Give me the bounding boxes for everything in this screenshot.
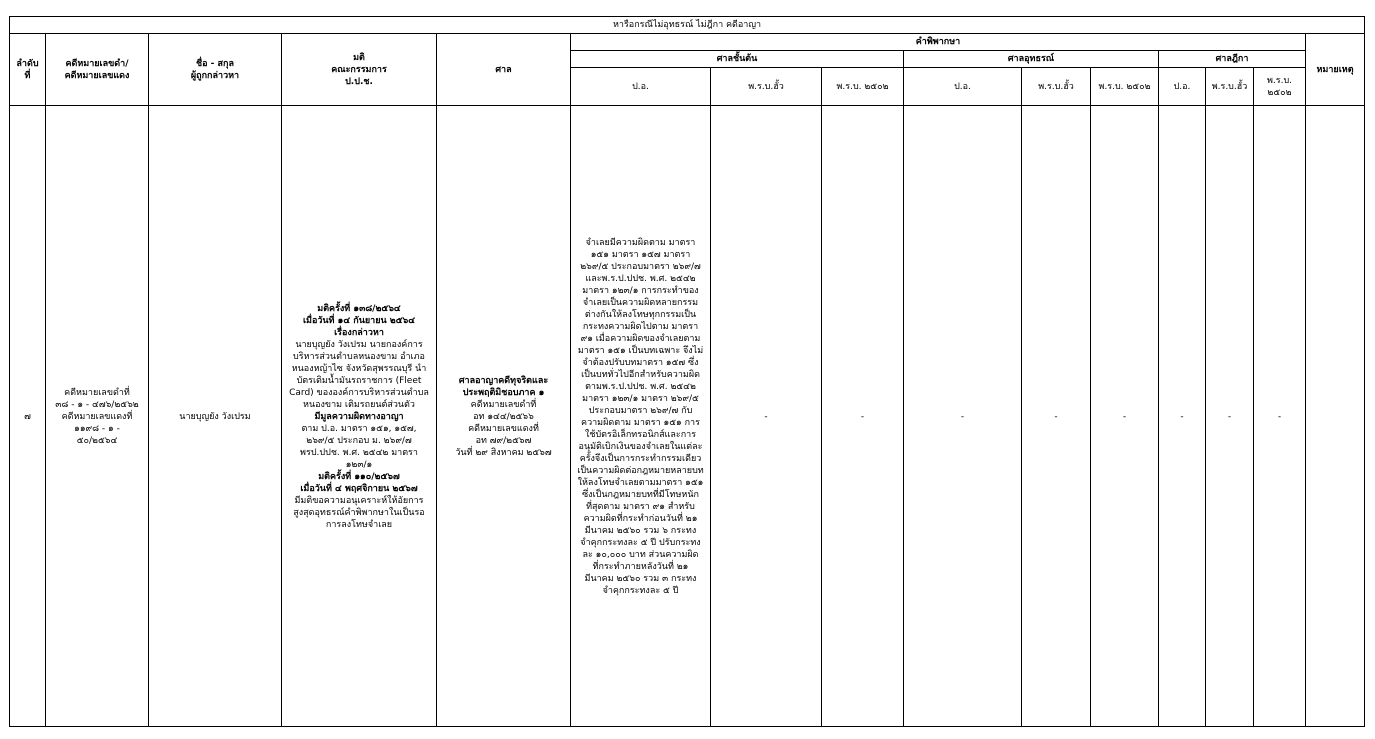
text-line: อท ๗๙/๒๕๖๗ xyxy=(475,436,532,446)
cell-supreme-rb2502: - xyxy=(1254,106,1306,727)
cell-court xyxy=(437,106,571,727)
text-line: ครั้งจึงเป็นการกระทำกรรมเดียว xyxy=(579,454,702,464)
header-remark: หมายเหตุ xyxy=(1306,34,1365,106)
text-line: เป็นบททั่วไปอีกสำหรับความผิด xyxy=(581,370,700,380)
cell-resolution xyxy=(282,106,437,727)
text-line: มีนาคม ๒๕๖๐ รวม ๓ กระทง xyxy=(584,574,697,584)
header-supreme-court: ศาลฎีกา xyxy=(1159,51,1306,68)
header-appeal-rb: พ.ร.บ.ฮั้ว xyxy=(1022,68,1091,106)
header-appeal-court: ศาลอุทธรณ์ xyxy=(904,51,1159,68)
case-table xyxy=(9,16,1365,727)
cell-first-rb2502: - xyxy=(822,106,904,727)
cell-case-no: คดีหมายเลขดำที่ ๓๘ - ๑ - ๔๗๖/๒๕๖๒ คดีหมายเลขแดงที่ ๑๑๙๘ - ๑ - ๕๐/๒๕๖๔ xyxy=(46,106,149,727)
text-line: เมื่อวันที่ ๑๔ กันยายน ๒๕๖๔ xyxy=(302,316,416,326)
text-line: การลงโทษจำเลย xyxy=(325,520,393,530)
text-line: ความผิดตาม มาตรา ๑๕๑ การ xyxy=(581,418,700,428)
text-line: จำคุกกระทงละ ๕ ปี xyxy=(602,586,679,596)
header-supreme-rb2502: พ.ร.บ. ๒๕๐๒ xyxy=(1254,68,1306,106)
text-line: กระทงความผิดไปตาม มาตรา xyxy=(582,322,699,332)
text-line: เป็นความผิดต่อกฎหมายหลายบท xyxy=(577,466,704,476)
text-line: บริหารส่วนตำบลหนองขาม อำเภอ xyxy=(293,352,425,362)
cell-name: นายบุญยัง วังเปรม xyxy=(149,106,282,727)
text-line: จำต้องปรับบทมาตรา ๑๕๗ ซึ่ง xyxy=(582,358,699,368)
header-judgment: คำพิพากษา xyxy=(571,34,1306,51)
header-appeal-rb2502: พ.ร.บ. ๒๕๐๒ xyxy=(1091,68,1159,106)
text-line: ตาม ป.อ. มาตรา ๑๕๑, ๑๕๗, xyxy=(301,424,417,434)
text-line: คดีหมายเลขดำที่ xyxy=(470,400,537,410)
header-case-no: คดีหมายเลขดำ/ คดีหมายเลขแดง xyxy=(46,34,149,106)
text-line: ประกอบมาตรา ๒๖๙/๗ กับ xyxy=(588,406,693,416)
text-line: ความผิดที่กระทำก่อนวันที่ ๒๑ xyxy=(583,514,698,524)
text-line: วันที่ ๒๙ สิงหาคม ๒๕๖๗ xyxy=(455,448,552,458)
text-line: มติครั้งที่ ๑๓๘/๒๕๖๔ xyxy=(317,304,401,314)
text-line: มาตรา ๑๒๓/๑ การกระทำของ xyxy=(582,286,699,296)
text-line: ๒๖๙/๕ ประกอบมาตรา ๒๖๙/๗ xyxy=(580,262,701,272)
cell-remark xyxy=(1306,106,1365,727)
text-line: ที่กระทำภายหลังวันที่ ๒๑ xyxy=(592,562,689,572)
cell-first-rb: - xyxy=(711,106,822,727)
text-line: มีนาคม ๒๕๖๐ รวม ๖ กระทง xyxy=(584,526,697,536)
header-appeal-po: ป.อ. xyxy=(904,68,1022,106)
text-line: ตามพ.ร.ป.ปปช. พ.ศ. ๒๕๔๒ xyxy=(585,382,696,392)
text-line: มีมติขอความอนุเคราะห์ให้อัยการ xyxy=(294,496,424,506)
text-line: สูงสุดอุทธรณ์คำพิพากษาในเป็นรอ xyxy=(293,508,425,518)
text-line: ประพฤติมิชอบภาค ๑ xyxy=(462,388,545,398)
text-line: และพ.ร.ป.ปปช. พ.ศ. ๒๕๔๒ xyxy=(585,274,696,284)
header-first-court: ศาลชั้นต้น xyxy=(571,51,904,68)
text-line: ๑๕๑ มาตรา ๑๕๗ มาตรา xyxy=(590,250,691,260)
text-line: ที่สุดตาม มาตรา ๙๑ สำหรับ xyxy=(586,502,695,512)
text-line: นายบุญยัง วังเปรม นายกองค์การ xyxy=(295,340,423,350)
text-line: เรื่องกล่าวหา xyxy=(334,328,384,338)
text-line: ๑๒๓/๑ xyxy=(345,460,373,470)
cell-supreme-rb: - xyxy=(1206,106,1254,727)
header-supreme-rb: พ.ร.บ.ฮั้ว xyxy=(1206,68,1254,106)
table-title: หารือกรณีไม่อุทธรณ์ ไม่ฎีกา คดีอาญา xyxy=(10,17,1365,34)
text-line: จำเลยมีความผิดตาม มาตรา xyxy=(585,238,696,248)
text-line: ให้ลงโทษจำเลยตามมาตรา ๑๕๑ xyxy=(577,478,704,488)
header-first-rb: พ.ร.บ.ฮั้ว xyxy=(711,68,822,106)
cell-supreme-po: - xyxy=(1159,106,1206,727)
cell-appeal-rb2502: - xyxy=(1091,106,1159,727)
text-line: อท ๑๔๔/๒๕๖๖ xyxy=(473,412,534,422)
cell-appeal-rb: - xyxy=(1022,106,1091,727)
text-line: ศาลอาญาคดีทุจริตและ xyxy=(458,376,549,386)
text-line: มีมูลความผิดทางอาญา xyxy=(314,412,404,422)
header-supreme-po: ป.อ. xyxy=(1159,68,1206,106)
text-line: จำคุกกระทงละ ๕ ปี ปรับกระทง xyxy=(580,538,701,548)
text-line: มติครั้งที่ ๑๑๐/๒๕๖๗ xyxy=(318,472,400,482)
text-line: หนองขาม เติมรถยนต์ส่วนตัว xyxy=(303,400,415,410)
text-line: เมื่อวันที่ ๔ พฤศจิกายน ๒๕๖๗ xyxy=(300,484,418,494)
text-line: Card) ขององค์การบริหารส่วนตำบล xyxy=(289,388,429,398)
text-line: อนุมัติเบิกเงินของจำเลยในแต่ละ xyxy=(578,442,703,452)
text-line: ๙๑ เมื่อความผิดของจำเลยตาม xyxy=(580,334,701,344)
header-name: ชื่อ - สกุล ผู้ถูกกล่าวหา xyxy=(149,34,282,106)
text-line: คดีหมายเลขแดงที่ xyxy=(468,424,539,434)
text-line: จำเลยเป็นความผิดหลายกรรม xyxy=(582,298,699,308)
header-order: ลำดับ ที่ xyxy=(10,34,46,106)
header-court: ศาล xyxy=(437,34,571,106)
header-first-rb2502: พ.ร.บ. ๒๕๐๒ xyxy=(822,68,904,106)
text-line: มาตรา ๑๕๑ เป็นบทเฉพาะ จึงไม่ xyxy=(577,346,704,356)
header-first-po: ป.อ. xyxy=(571,68,711,106)
text-line: ซึ่งเป็นกฎหมายบทที่มีโทษหนัก xyxy=(582,490,699,500)
text-line: หนองหญ้าไซ จังหวัดสุพรรณบุรี นำ xyxy=(291,364,427,374)
cell-order: ๗ xyxy=(10,106,46,727)
text-line: บัตรเติมน้ำมันรถราชการ (Fleet xyxy=(296,376,422,386)
text-line: มาตรา ๑๒๓/๑ มาตรา ๒๖๙/๕ xyxy=(582,394,699,404)
header-resolution: มติ คณะกรรมการ ป.ป.ช. xyxy=(282,34,437,106)
text-line: พรป.ปปช. พ.ศ. ๒๕๔๒ มาตรา xyxy=(300,448,418,458)
text-line: ใช้บัตรอิเล็กทรอนิกส์และการ xyxy=(584,430,697,440)
text-line: ต่างกันให้ลงโทษทุกกรรมเป็น xyxy=(584,310,697,320)
cell-first-po xyxy=(571,106,711,727)
text-line: ละ ๑๐,๐๐๐ บาท ส่วนความผิด xyxy=(582,550,699,560)
text-line: ๒๖๙/๕ ประกอบ ม. ๒๖๙/๗ xyxy=(306,436,412,446)
cell-appeal-po: - xyxy=(904,106,1022,727)
